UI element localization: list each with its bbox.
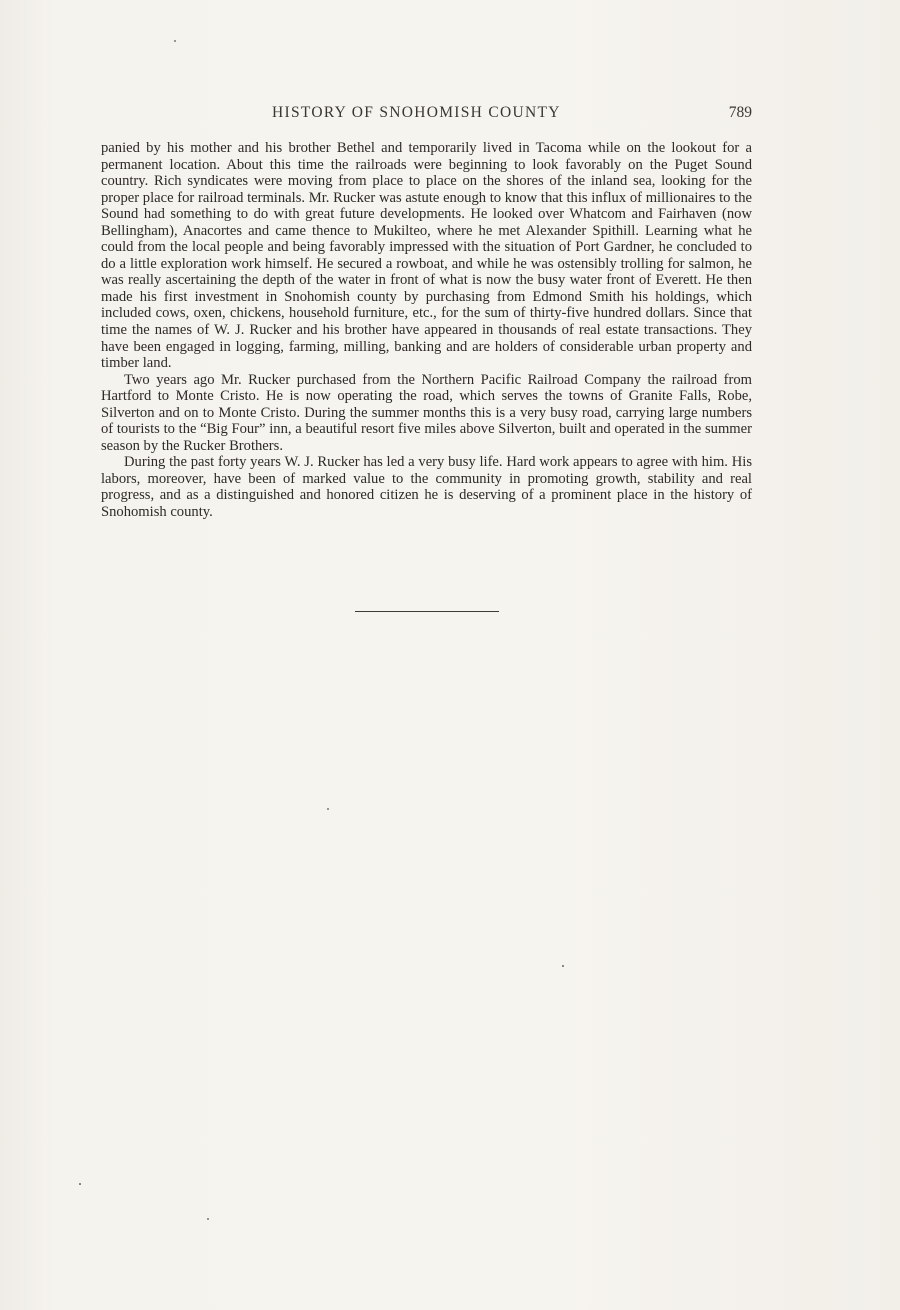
paper-speck bbox=[207, 1218, 209, 1220]
page-number: 789 bbox=[728, 104, 752, 121]
paper-speck bbox=[174, 40, 176, 42]
end-rule-divider bbox=[355, 611, 499, 612]
paper-speck bbox=[327, 808, 329, 810]
paragraph-2: Two years ago Mr. Rucker purchased from the Northern Pacific Railroad Company the railroad from Hartford to Monte Cristo. He is now operating the road, which serves the towns of Granite Falls, Robe, Silverton and on to Monte Cristo. During the summer months this is a very busy road, carrying large numbers of tourists to the “Big Four” inn, a beautiful resort five miles above Silverton, built and operated in the summer season by the Rucker Brothers. bbox=[101, 371, 752, 454]
paragraph-3: During the past forty years W. J. Rucker has led a very busy life. Hard work appears to agree with him. His labors, moreover, have been of marked value to the community in promoting growth, stability and real progress, and as a distinguished and honored citizen he is deserving of a prominent place in the history of Snohomish county. bbox=[101, 454, 752, 521]
article-body bbox=[101, 140, 752, 521]
running-head-title: HISTORY OF SNOHOMISH COUNTY bbox=[272, 104, 561, 121]
paper-speck bbox=[562, 965, 564, 967]
paper-speck bbox=[79, 1183, 81, 1185]
paragraph-1: panied by his mother and his brother Bethel and temporarily lived in Tacoma while on the lookout for a permanent location. About this time the railroads were beginning to look favorably on the Puget Sound country. Rich syndicates were moving from place to place on the shores of the inland sea, looking for the proper place for railroad terminals. Mr. Rucker was astute enough to know that this influx of millionaires to the Sound had something to do with great future developments. He looked over Whatcom and Fairhaven (now Bellingham), Anacortes and came thence to Mukilteo, where he met Alexander Spithill. Learning what he could from the local people and being favorably impressed with the situation of Port Gardner, he concluded to do a little exploration work himself. He secured a rowboat, and while he was ostensibly trolling for salmon, he was really ascertaining the depth of the water in front of what is now the busy water front of Everett. He then made his first investment in Snohomish county by purchasing from Edmond Smith his holdings, which included cows, oxen, chickens, household furniture, etc., for the sum of thirty-five hundred dollars. Since that time the names of W. J. Rucker and his brother have appeared in thousands of real estate transactions. They have been engaged in logging, farming, milling, banking and are holders of considerable urban property and timber land. bbox=[101, 140, 752, 372]
